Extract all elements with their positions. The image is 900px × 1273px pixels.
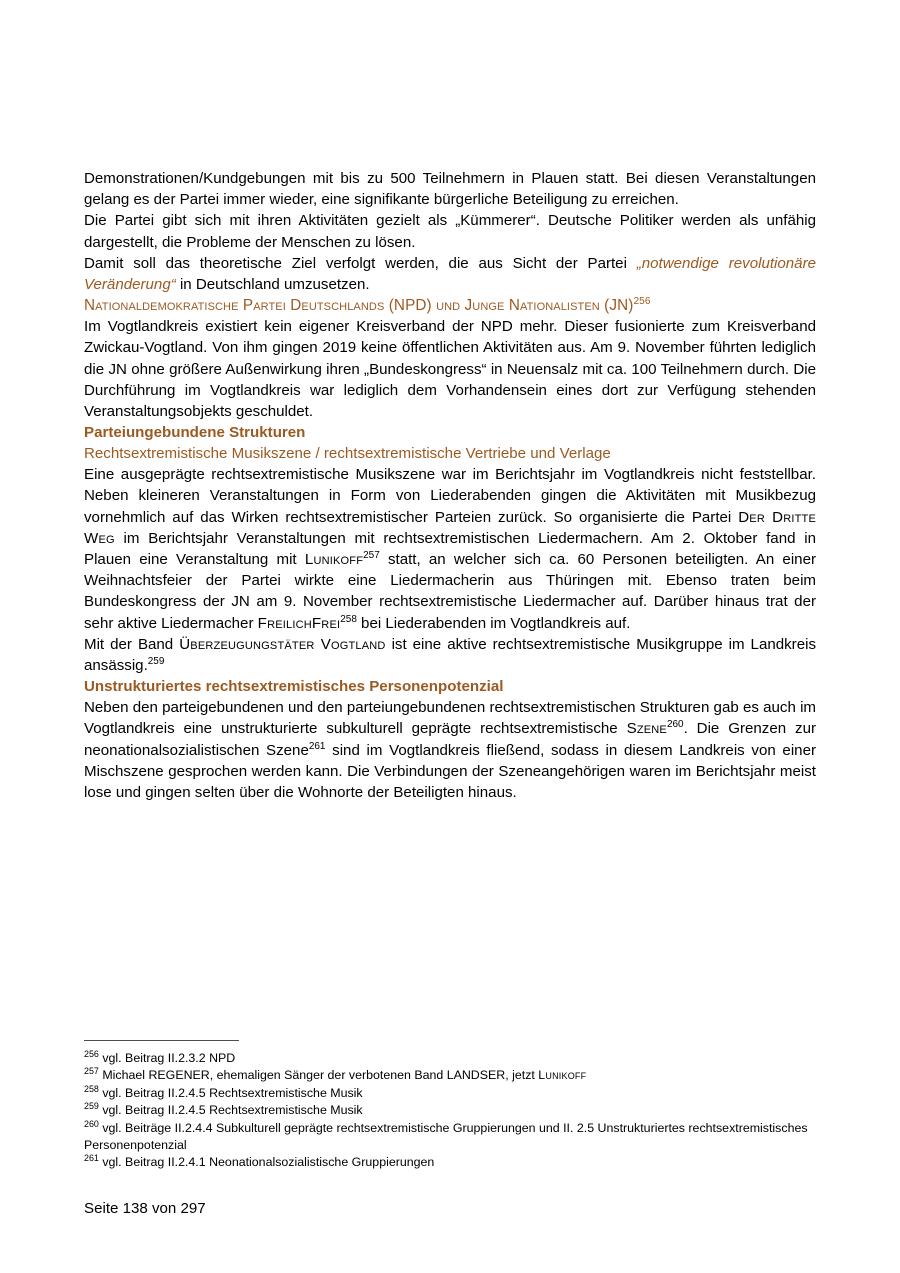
- paragraph-vogtlandkreis-npd: Im Vogtlandkreis existiert kein eigener Kreisverband der NPD mehr. Dieser fusionierte zum Kreisverband Zwickau-Vogtland. Von ihm gingen 2019 keine öffentlichen Aktivitäten aus. Am 9. November führten lediglich die JN ohne größere Außenwirkung ihren „Bundeskongress“ in Neuensalz mit ca. 100 Teilnehmern durch. Die Durchführung im Vogtlandkreis war lediglich dem Vorhandensein eines dort zur Verfügung stehenden Veranstaltungsobjekts geschuldet.: [84, 318, 816, 421]
- footnote-text-258: vgl. Beitrag II.2.4.5 Rechtsextremistische Musik: [102, 1085, 363, 1100]
- page-content: [84, 168, 816, 803]
- footnote-258: [84, 1085, 824, 1102]
- footnote-260: [84, 1120, 824, 1155]
- footnote-text-260: vgl. Beiträge II.2.4.4 Subkulturell geprägte rechtsextremistische Gruppierungen und II. 2.5 Unstrukturiertes rechtsextremistisches Personenpotenzial: [84, 1120, 808, 1153]
- footnote-257: [84, 1067, 824, 1084]
- footnote-259: [84, 1102, 824, 1119]
- footnote-ref-261[interactable]: 261: [308, 740, 326, 752]
- paragraph-unstrukturierte-szene: [84, 697, 816, 803]
- footnote-number-259: 259: [84, 1101, 99, 1112]
- entity-freilichfrei: FreilichFrei: [257, 614, 341, 632]
- footnote-261: [84, 1154, 824, 1171]
- footnote-number-261: 261: [84, 1153, 99, 1164]
- band-segment-2: ist eine aktive rechtsextremistische Musikgruppe im Landkreis ansässig.: [84, 635, 816, 675]
- paragraph-ziel-before: Damit soll das theoretische Ziel verfolgt werden, die aus Sicht der Partei: [84, 254, 637, 272]
- footnote-256: [84, 1050, 824, 1067]
- musikszene-segment-1: Eine ausgeprägte rechtsextremistische Musikszene war im Berichtsjahr im Vogtlandkreis nicht feststellbar. Neben kleineren Veranstaltungen in Form von Liederabenden gingen die Aktivitäten mit Musikbezug vornehmlich auf das Wirken rechtsextremistischer Parteien zurück. So organisierte die Partei: [84, 466, 816, 526]
- paragraph-band-ueberzeugungstaeter: [84, 634, 816, 676]
- band-segment-1: Mit der Band: [84, 635, 180, 653]
- footnote-number-258: 258: [84, 1083, 99, 1094]
- paragraph-ziel-after: in Deutschland umzusetzen.: [175, 276, 370, 294]
- heading-npd-jn: [84, 295, 816, 316]
- paragraph-partei-kuemmerer: [84, 210, 816, 295]
- musikszene-segment-2: im Berichtsjahr Veranstaltungen mit rechtsextremistischen Liedermachern. Am 2. Oktober fand in Plauen eine Veranstaltung mit: [84, 529, 816, 569]
- footnote-ref-258[interactable]: 258: [340, 613, 357, 625]
- entity-lunikoff: Lunikoff: [304, 551, 364, 569]
- heading-npd-jn-text: Nationaldemokratische Partei Deutschlands (NPD) und Junge Nationalisten (JN): [84, 297, 634, 315]
- szene-segment-2: . Die Grenzen zur neonationalsozialistischen Szene: [84, 720, 816, 759]
- musikszene-segment-4: bei Liederabenden im Vogtlandkreis auf.: [356, 614, 631, 632]
- footnote-ref-260[interactable]: 260: [666, 719, 684, 731]
- footnote-ref-256[interactable]: 256: [633, 296, 651, 308]
- quote-notwendige-revolutionaere-veraenderung: „notwendige revolutionäre Veränderung“: [84, 254, 816, 294]
- footnote-ref-257[interactable]: 257: [363, 550, 380, 562]
- footnote-number-257: 257: [84, 1066, 99, 1077]
- footnote-number-256: 256: [84, 1048, 99, 1059]
- paragraph-demonstrationen: Demonstrationen/Kundgebungen mit bis zu 500 Teilnehmern in Plauen statt. Bei diesen Veranstaltungen gelang es der Partei immer wieder, eine signifikante bürgerliche Beteiligung zu erreichen.: [84, 170, 816, 209]
- footnote-entity-lunikoff: Lunikoff: [538, 1068, 587, 1083]
- footnote-separator-rule: [84, 1040, 239, 1041]
- footnote-text-257: Michael REGENER, ehemaligen Sänger der verbotenen Band LANDSER, jetzt: [102, 1068, 539, 1083]
- paragraph-musikszene: [84, 464, 816, 634]
- heading-parteiungebundene-strukturen: Parteiungebundene Strukturen: [84, 424, 306, 442]
- footnote-number-260: 260: [84, 1118, 99, 1129]
- entity-der-dritte-weg: Der Dritte Weg: [84, 508, 816, 547]
- footnote-ref-259[interactable]: 259: [147, 656, 165, 668]
- page-number-footer: Seite 138 von 297: [84, 1200, 206, 1217]
- paragraph-kuemmerer-line1: Die Partei gibt sich mit ihren Aktivitäten gezielt als „Kümmerer“. Deutsche Politiker werden als unfähig dargestellt, die Probleme der Menschen zu lösen.: [84, 212, 816, 251]
- footnote-text-261: vgl. Beitrag II.2.4.1 Neonationalsozialistische Gruppierungen: [102, 1155, 435, 1170]
- heading-unstrukturiertes-personenpotenzial: Unstrukturiertes rechtsextremistisches Personenpotenzial: [84, 678, 504, 696]
- footnote-text-256: vgl. Beitrag II.2.3.2 NPD: [102, 1051, 236, 1065]
- subheading-musikszene-vertriebe-verlage: Rechtsextremistische Musikszene / rechtsextremistische Vertriebe und Verlage: [84, 445, 611, 463]
- entity-szene: Szene: [626, 720, 667, 738]
- szene-segment-3: sind im Vogtlandkreis fließend, sodass in diesem Landkreis von einer Mischszene gesprochen werden kann. Die Verbindungen der Szeneangehörigen waren im Berichtsjahr meist lose und gingen selten über die Wohnorte der Beteiligten hinaus.: [84, 741, 816, 802]
- entity-ueberzeugungstaeter-vogtland: Überzeugungstäter Vogtland: [179, 635, 386, 653]
- footnote-text-259: vgl. Beitrag II.2.4.5 Rechtsextremistische Musik: [102, 1103, 363, 1118]
- musikszene-segment-3: statt, an welcher sich ca. 60 Personen beteiligten. An einer Weihnachtsfeier der Partei wirkte eine Liedermacherin aus Thüringen mit. Ebenso traten beim Bundeskongress der JN am 9. November rechtsextremistische Liedermacher auf. Darüber hinaus trat der sehr aktive Liedermacher: [84, 551, 816, 632]
- footnotes-section: [84, 1040, 824, 1172]
- szene-segment-1: Neben den parteigebundenen und den parteiungebundenen rechtsextremistischen Strukturen gab es auch im Vogtlandkreis eine unstrukturierte subkulturell geprägte rechtsextremistische: [84, 699, 816, 738]
